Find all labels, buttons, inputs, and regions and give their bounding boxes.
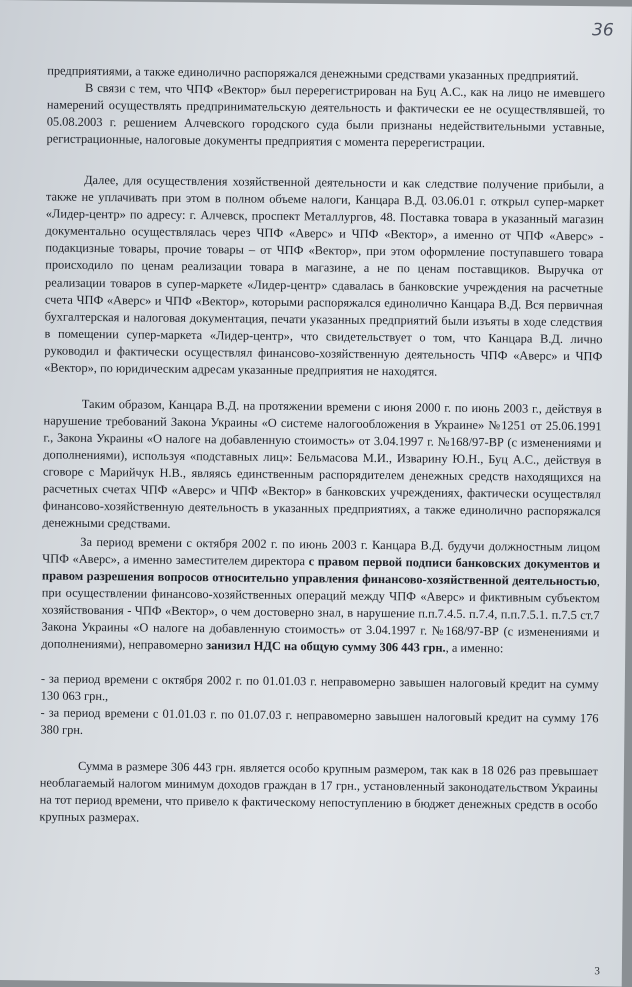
bold-segment-authority: с правом первой подписи банковских документов и правом разрешения вопросов относительно управления финансово-хозяйственной деятельностью (41, 554, 601, 589)
text-segment: За период времени с октября 2002 г. по июнь 2003 г. Канцара В.Д. будучи должностным лицом ЧПФ «Аверс», а именно заместителем директора (42, 535, 601, 569)
text-segment: , а именно: (445, 641, 504, 656)
list-item-tax-credit-2002: - за период времени с октября 2002 г. по 01.01.03 г. неправомерно завышен налоговый кредит на сумму 130 063 грн., (40, 670, 599, 703)
list-item-tax-credit-2003: - за период времени с 01.01.03 г. по 01.07.03 г. неправомерно завышен налоговый кредит на сумму 176 380 грн. (40, 705, 599, 737)
text-segment: , при осуществлении финансово-хозяйственных операций между ЧПФ «Аверс» и фиктивным субъектом хозяйствования - ЧПФ «Вектор», о чем достоверно знал, в нарушение п.п.7.4.5. п.7.4, п.п.7.5.1. п.7.5 ст.7 Закона Украины «О налоге на добавленную стоимость» от 3.04.1997 г. №168/97-ВР (с изменениями и дополнениями), неправомерно (41, 574, 601, 653)
paragraph-continuation: предприятиями, а также единолично распоряжался денежными средствами указанных предприятий. (47, 63, 579, 84)
paragraph-large-scale: Сумма в размере 306 443 грн. является особо крупным размером, так как в 18 026 раз превышает необлагаемый налогом минимум доходов граждан в 17 грн., установленный законодательством Украины на тот период времени, что привело к фактическому непоступлению в бюджет денежных средств в особо крупных размерах. (39, 758, 599, 825)
paragraph-conclusion: Таким образом, Канцара В.Д. на протяжении времени с июня 2000 г. по июнь 2003 г., действуя в нарушение требований Закона Украины «О системе налогообложения в Украине» №1251 от 25.06.1991 г., Закона Украины «О налоге на добавленную стоимость» от 3.04.1997 г. №168/97-ВР (с изменениями и дополнениями), используя «подставных лиц»: Бельмасова М.И., Изварину Ю.Н., Буц А.С., действуя в сговоре с Марийчук Н.В., являясь единственным распорядителем денежных средств находящихся на расчетных счетах ЧПФ «Аверс» и ЧПФ «Вектор» в банковских учреждениях, фактически осуществлял финансово-хозяйственную деятельность в указанных предприятиях, а также единолично распоряжался денежными средствами. (42, 396, 602, 531)
page-number: 3 (594, 965, 600, 978)
paragraph-re-registration: В связи с тем, что ЧПФ «Вектор» был перерегистрирован на Буц А.С., как на лицо не имевшего намерений осуществлять предпринимательскую деятельность и фактически ее не осуществлявшей, то 05.08.2003 г. решением Алчевского городского суда были признаны недействительными уставные, регистрационные, налоговые документы предприятия с момента перерегистрации. (46, 80, 606, 151)
bold-segment-vat-amount: занизил НДС на общую сумму 306 443 грн. (206, 638, 446, 656)
handwritten-page-mark: 36 (591, 20, 614, 41)
paragraph-supermarket: Далее, для осуществления хозяйственной деятельности и как следствие получение прибыли, а также не уплачивать при этом в полном объеме налоги, Канцара В.Д. 03.06.01 г. открыл супер-маркет «Лидер-центр» по адресу: г. Алчевск, проспект Металлургов, 48. Поставка товара в указанный магазин документально осуществлялась через ЧПФ «Аверс» и ЧПФ «Вектор», а именно от ЧПФ «Аверс» - подакцизные товары, прочие товары – от ЧПФ «Вектор», при этом оформление поступавшего товара происходило по ценам реализации товара в магазине, а не по ценам поставщиков. Выручка от реализации товаров в супер-маркете «Лидер-центр» сдавалась в банковские учреждения на расчетные счета ЧПФ «Аверс» и ЧПФ «Вектор», которыми распоряжался единолично Канцара В.Д. Вся первичная бухгалтерская и налоговая документация, печати указанных предприятий были изъяты в ходе следствия в помещении супер-маркета «Лидер-центр», что свидетельствует о том, что Канцара В.Д. лично руководил и фактически осуществлял финансово-хозяйственную деятельность ЧПФ «Аверс» и ЧПФ «Вектор», по юридическим адресам указанные предприятия не находятся. (44, 173, 605, 379)
paragraph-vat-understatement (41, 534, 600, 659)
